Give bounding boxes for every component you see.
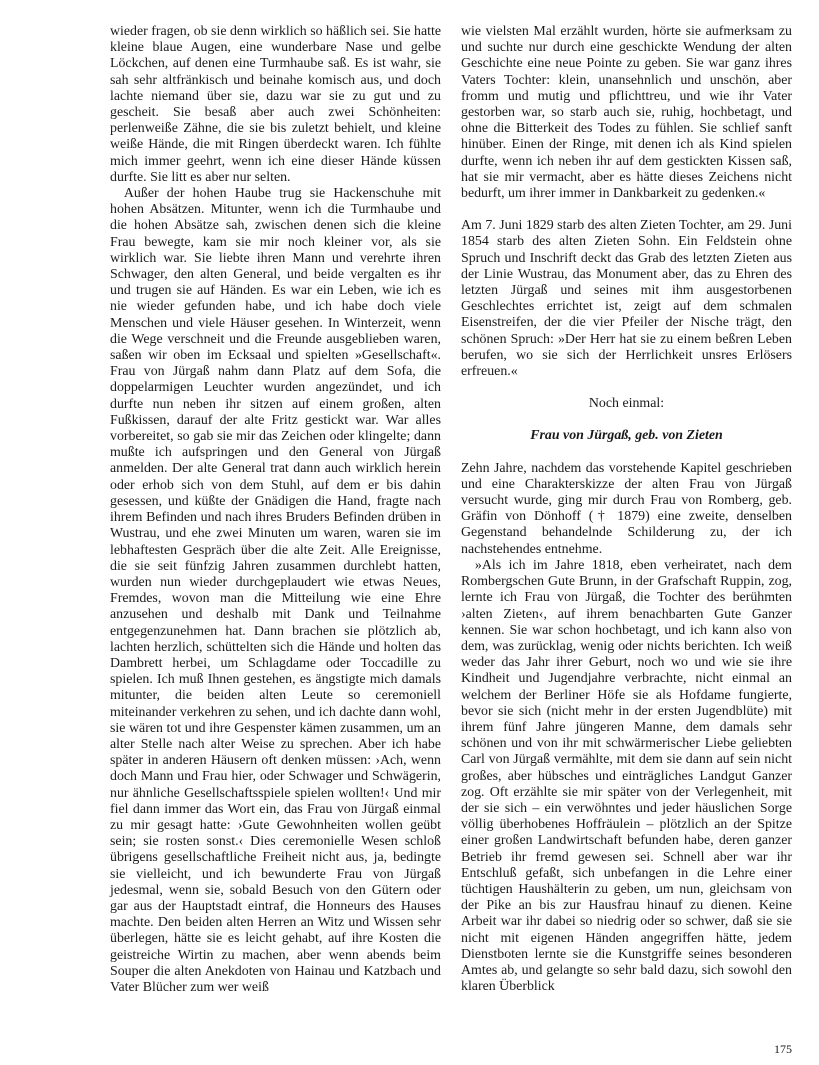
left-paragraph-1: wieder fragen, ob sie denn wirklich so häßlich sei. Sie hatte kleine blaue Augen, eine wunderbare Nase und gelbe Löckchen, auf denen eine Turmhaube saß. Es ist wahr, sie sah sehr altfränkisch und beinahe komisch aus, und doch lachte niemand über sie, dazu war sie zu gut und zu gescheit. Sie besaß aber auch zwei Schönheiten: perlenweiße Zähne, die sie bis zuletzt behielt, und kleine weiße Hände, die mit Ringen überdeckt waren. Ich fühlte mich immer geehrt, wenn ich eine dieser Hände küssen durfte. Sie litt es aber nur selten. [110, 24, 441, 185]
left-paragraph-2: Außer der hohen Haube trug sie Hackenschuhe mit hohen Absätzen. Mitunter, wenn ich die Turmhaube und die hohen Absätze sah, zwischen denen sich die kleine Frau bewegte, kam sie mir noch kleiner vor, als sie wirklich war. Sie liebte ihren Mann und verehrte ihren Schwager, den alten General, und beide vergalten es ihr und trugen sie auf Händen. Es war ein Leben, wie ich es nie wieder gefunden habe, und ich habe doch viele Menschen und viele Häuser gesehen. In Winterzeit, wenn die Wege verschneit und die Freunde ausgeblieben waren, saßen wir oben im Ecksaal und spielten »Gesellschaft«. Frau von Jürgaß nahm dann Platz auf dem Sofa, die doppelarmigen Leuchter wurden angezündet, und ich durfte nun neben ihr sitzen auf einem großen, alten Fußkissen, darauf der alte Fritz gestickt war. War alles vorbereitet, so gab sie mir das Zeichen oder klingelte; dann mußte ich aufspringen und den General von Jürgaß anmelden. Der alte General trat dann auch wirklich herein oder erhob sich von dem Stuhl, auf dem er bis dahin gesessen, und küßte der Gnädigen die Hand, fragte nach ihrem Befinden und nach ihres Bruders Befinden drüben in Wustrau, und ehe zwei Minuten um waren, waren sie im lebhaftesten Gespräch über die alte Zeit. Alle Ereignisse, die sie seit fünfzig Jahren zusammen durchlebt hatten, wurden nun wieder durchgeplaudert wie etwas Neues, Fremdes, wovon man die Mitteilung wie eine Ehre anzusehen und deshalb mit Dank und Teilnahme entgegenzunehmen hat. Dann brachen sie plötzlich ab, lachten herzlich, schüttelten sich die Hände und holten das Dambrett herbei, um Schlagdame oder Toccadille zu spielen. Ich muß Ihnen gestehen, es ängstigte mich damals mitunter, die beiden alten Leute so ceremoniell miteinander verkehren zu sehen, und ich dachte dann wohl, sie wären tot und ihre Gespenster kämen zusammen, um an alter Stelle nach alter Weise zu sprechen. Aber ich habe später in anderen Häusern oft denken müssen: ›Ach, wenn doch Mann und Frau hier, oder Schwager und Schwägerin, nur ähnliche Gesellschaftsspiele spielen wollten!‹ Und mir fiel dann immer das Wort ein, das Frau von Jürgaß einmal zu mir gesagt hatte: ›Gute Gewohnheiten wollen geübt sein; sie rosten sonst.‹ Dies ceremonielle Wesen schloß übrigens gesellschaftliche Freiheit nicht aus, ja, bedingte sie vielleicht, und ich bewunderte Frau von Jürgaß jedesmal, wenn sie, sobald Besuch von den Gütern oder gar aus der Hauptstadt eintraf, die Honneurs des Hauses machte. Den beiden alten Herren an Witz und Wissen sehr überlegen, hätte sie es leicht gehabt, auf ihre Kosten die geistreiche Wirtin zu machen, aber wenn abends beim Souper die alten Anekdoten von Hainau und Katzbach und Vater Blücher zum wer weiß [110, 186, 441, 995]
right-paragraph-2: Am 7. Juni 1829 starb des alten Zieten Tochter, am 29. Juni 1854 starb des alten Zieten Sohn. Ein Feldstein ohne Spruch und Inschrift deckt das Grab des letzten Zieten aus der Linie Wustrau, das Monument aber, das zu Ehren des letzten Jürgaß und seines mit ihm ausgestorbenen Geschlechtes errichtet ist, zeigt auf dem schmalen Eisenstreifen, der die vier Pfeiler der Nische trägt, den schönen Spruch: »Der Herr hat sie zu einem beßren Leben berufen, wo sie sich der Herrlichkeit unsres Erlösers erfreuen.« [461, 218, 792, 380]
section-heading: Noch einmal: [588, 396, 665, 412]
page-number: 175 [774, 1042, 792, 1056]
left-column [110, 24, 441, 996]
right-paragraph-4: »Als ich im Jahre 1818, eben verheiratet, nach dem Rombergschen Gute Brunn, in der Grafschaft Ruppin, zog, lernte ich Frau von Jürgaß, die Tochter des berühmten ›alten Zieten‹, auf ihrem benachbarten Gute Ganzer kennen. Sie war schon hochbetagt, und ich kann also von dem, was zurücklag, wenig oder nichts berichten. Ich weiß weder das Jahr ihrer Geburt, noch wo und wie sie ihre Kindheit und Jugendjahre verbrachte, nicht einmal an welchem der Berliner Höfe sie als Hofdame fungierte, bevor sie sich (nicht mehr in der ersten Jugendblüte) mit ihrem fünf Jahre jüngeren Manne, dem damals sehr schönen und von ihr mit schwärmerischer Liebe geliebten Carl von Jürgaß vermählte, mit dem sie dann auf sein nicht großes, aber hübsches und einträgliches Landgut Ganzer zog. Oft erzählte sie mir später von der Verlegenheit, mit der sie sich – ein verwöhntes und jeder häuslichen Sorge völlig überhobenes Hoffräulein – plötzlich an der Spitze einer großen Landwirtschaft befunden habe, deren ganzer Betrieb ihr fremd gewesen sei. Schnell aber war ihr Entschluß gefaßt, sich unbefangen in die Lehre einer tüchtigen Haushälterin zu geben, um nun, gleichsam von der Pike an bis zur Hausfrau hinauf zu dienen. Keine Arbeit war ihr dabei so niedrig oder so schwer, daß sie sie nicht mit eigenen Händen angegriffen hätte, jedem Dienstboten lernte sie die Kunstgriffe seines besonderen Amtes ab, und gelangte so sehr bald dazu, sich sowohl den klaren Überblick [461, 557, 792, 995]
right-paragraph-3: Zehn Jahre, nachdem das vorstehende Kapitel geschrieben und eine Charakterskizze der alten Frau von Jürgaß versucht wurde, ging mir durch Frau von Romberg, geb. Gräfin von Dönhoff († 1879) eine zweite, denselben Gegenstand behandelnde Schilderung zu, der ich nachstehendes entnehme. [461, 460, 792, 557]
right-column [461, 24, 792, 995]
right-paragraph-1: wie vielsten Mal erzählt wurden, hörte sie aufmerksam zu und suchte nur durch eine geschickte Wendung der alten Geschichte eine neue Pointe zu geben. Sie war ganz ihres Vaters Tochter: klein, unansehnlich und unschön, aber fromm und mutig und pflichttreu, und wie ihr Vater gestorben war, so starb auch sie, ruhig, hochbetagt, und ohne die Bitterkeit des Todes zu fühlen. Sie schlief sanft hinüber. Einen der Ringe, mit denen ich als Kind spielen durfte, wenn ich neben ihr auf dem gestickten Kissen saß, hat sie mir vermacht, aber es hätte dieses Zeichens nicht bedurft, um ihrer immer in Dankbarkeit zu gedenken.« [461, 24, 792, 202]
section-subheading: Frau von Jürgaß, geb. von Zieten [530, 428, 723, 444]
